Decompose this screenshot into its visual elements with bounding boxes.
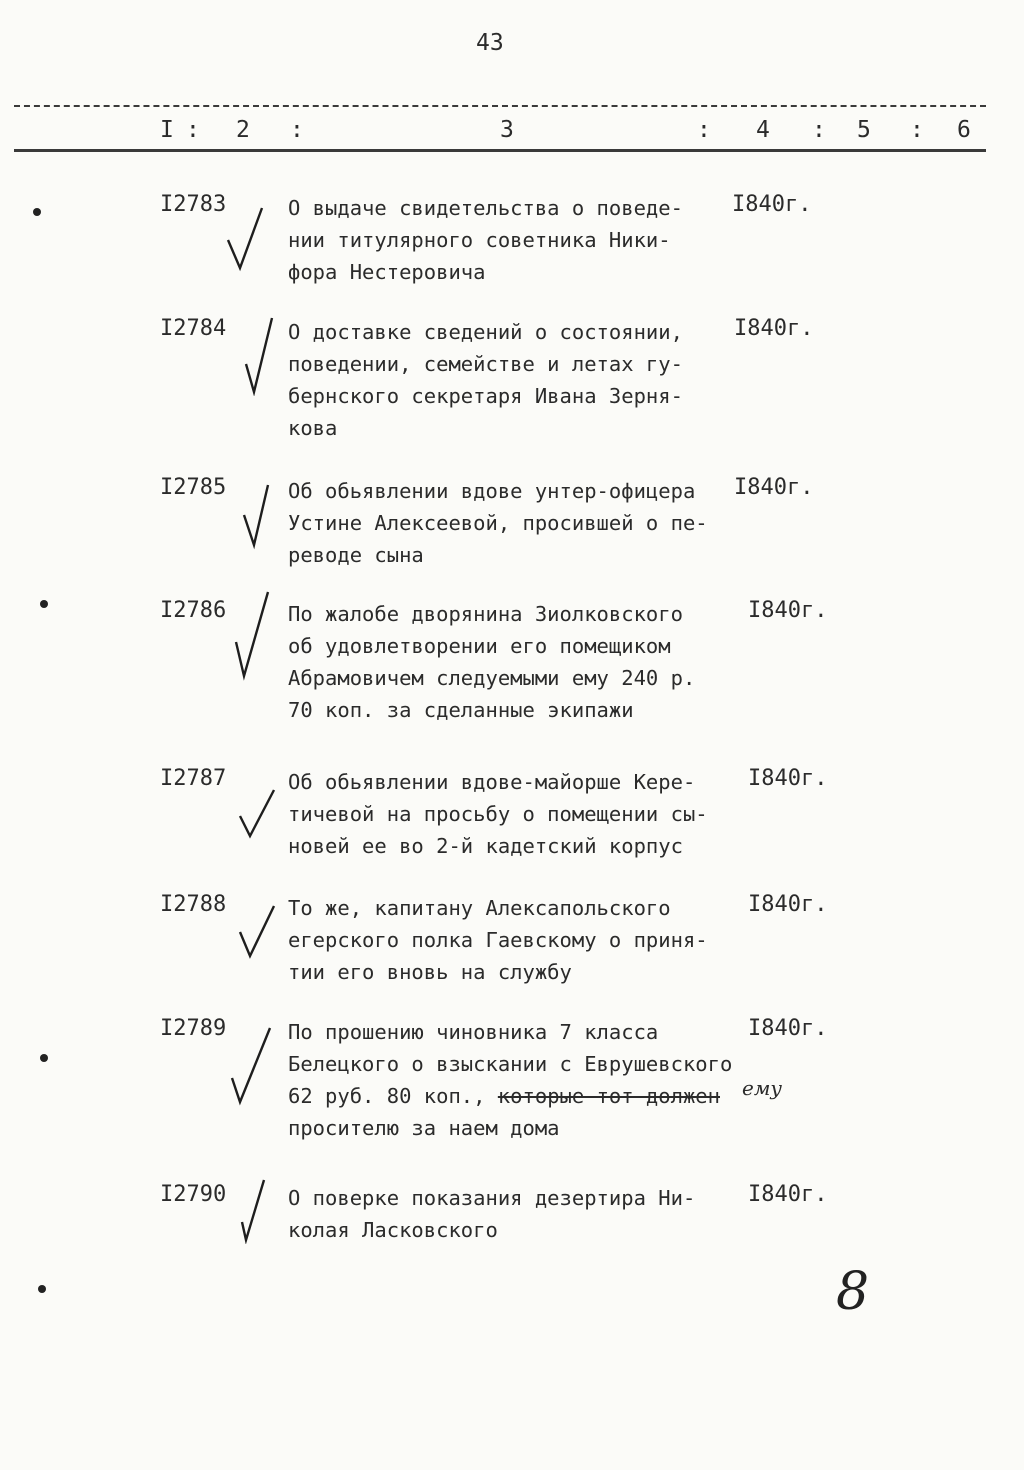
entry-year: I840г. — [748, 1182, 828, 1207]
header-top-rule — [14, 105, 986, 107]
entry-line: колая Ласковского — [288, 1218, 498, 1242]
column-header-6: 6 — [957, 117, 971, 143]
entry-line: бернского секретаря Ивана Зерня- — [288, 384, 683, 408]
entry-line: нии титулярного советника Ники- — [288, 228, 671, 252]
entry-line: По жалобе дворянина Зиолковского — [288, 602, 683, 626]
column-separator: : — [910, 117, 924, 143]
entry-line: Устине Алексеевой, просившей о пе- — [288, 511, 708, 535]
punch-hole-mark — [40, 1054, 48, 1062]
entry-year: I840г. — [748, 766, 828, 791]
entry-number: I2789 — [160, 1016, 227, 1041]
entry-line: Об обьявлении вдове унтер-офицера — [288, 479, 696, 503]
header-bottom-rule — [14, 149, 986, 152]
column-header-row — [0, 117, 1024, 145]
column-header-2: 2 — [236, 117, 250, 143]
check-mark-icon — [236, 316, 286, 396]
entry-line: кова — [288, 416, 338, 440]
entry-description — [288, 1182, 738, 1246]
check-mark-icon — [226, 590, 276, 690]
entry-description — [288, 1016, 738, 1144]
column-header-5: 5 — [857, 117, 871, 143]
check-mark-icon — [230, 1178, 280, 1244]
punch-hole-mark — [38, 1285, 46, 1293]
entry-year: I840г. — [748, 1016, 828, 1041]
entry-line: Об обьявлении вдове-майорше Кере- — [288, 770, 696, 794]
entry-number: I2787 — [160, 766, 227, 791]
entry-line: 70 коп. за сделанные экипажи — [288, 698, 634, 722]
entry-line: Абрамовичем следуемыми ему 240 р. — [288, 666, 696, 690]
entry-description — [288, 766, 738, 862]
entry-line: По прошению чиновника 7 класса — [288, 1020, 659, 1044]
entry-line: О выдаче свидетельства о поведе- — [288, 196, 683, 220]
column-separator: : — [697, 117, 711, 143]
check-mark-icon — [232, 481, 282, 561]
column-separator: : — [812, 117, 826, 143]
entry-number: I2788 — [160, 892, 227, 917]
check-mark-icon — [226, 1024, 276, 1114]
entry-description — [288, 598, 738, 726]
entry-description — [288, 192, 738, 288]
entry-line: об удовлетворении его помещиком — [288, 634, 671, 658]
handwritten-insert: ему — [742, 1076, 783, 1100]
entry-year: I840г. — [732, 192, 812, 217]
entry-line: реводе сына — [288, 543, 424, 567]
entry-line: Белецкого о взыскании с Еврушевского — [288, 1052, 733, 1076]
entry-year: I840г. — [748, 598, 828, 623]
entry-line: То же, капитану Алексапольского — [288, 896, 671, 920]
entry-year: I840г. — [748, 892, 828, 917]
entry-line: 62 руб. 80 коп., которые тот должен — [288, 1084, 720, 1108]
check-mark-icon — [234, 786, 284, 846]
entry-line: новей ее во 2-й кадетский корпус — [288, 834, 683, 858]
handwritten-count-mark: 8 — [836, 1262, 870, 1322]
entry-number: I2790 — [160, 1182, 227, 1207]
entry-description — [288, 475, 738, 571]
entry-number: I2786 — [160, 598, 227, 623]
entry-number: I2785 — [160, 475, 227, 500]
entry-line: О поверке показания дезертира Ни- — [288, 1186, 696, 1210]
column-separator: : — [290, 117, 304, 143]
entry-line: егерского полка Гаевскому о приня- — [288, 928, 708, 952]
page-number: 43 — [476, 30, 504, 56]
entry-line: тичевой на просьбу о помещении сы- — [288, 802, 708, 826]
entry-year: I840г. — [734, 316, 814, 341]
entry-line: тии его вновь на службу — [288, 960, 572, 984]
struck-text: которые тот должен — [497, 1084, 720, 1108]
entry-description — [288, 892, 738, 988]
entry-description — [288, 316, 738, 444]
entry-number: I2784 — [160, 316, 227, 341]
entry-year: I840г. — [734, 475, 814, 500]
column-header-1: I — [160, 117, 174, 143]
entry-line: фора Нестеровича — [288, 260, 486, 284]
punch-hole-mark — [33, 208, 41, 216]
check-mark-icon — [234, 902, 284, 962]
check-mark-icon — [222, 200, 272, 280]
entry-line: О доставке сведений о состоянии, — [288, 320, 683, 344]
column-separator: : — [186, 117, 200, 143]
entry-line: поведении, семействе и летах гу- — [288, 352, 683, 376]
column-header-3: 3 — [500, 117, 514, 143]
entry-line: просителю за наем дома — [288, 1116, 560, 1140]
punch-hole-mark — [40, 600, 48, 608]
entry-number: I2783 — [160, 192, 227, 217]
column-header-4: 4 — [756, 117, 770, 143]
